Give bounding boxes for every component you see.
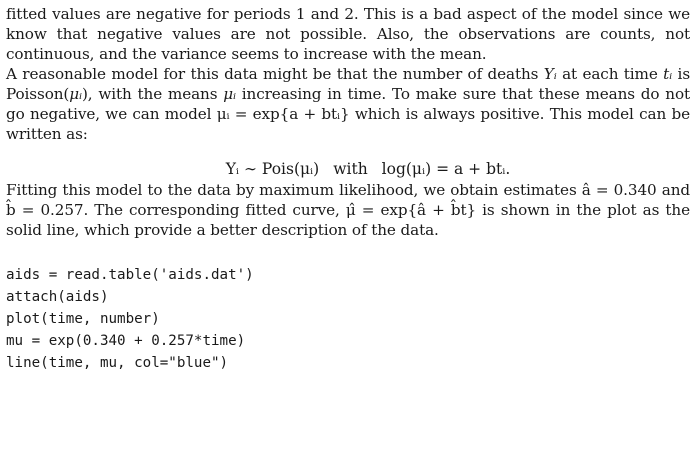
math-mu-model: μᵢ = exp{a + btᵢ}	[216, 105, 350, 123]
paragraph-fitting	[6, 180, 690, 240]
text-run: at each time	[556, 65, 664, 83]
math-Yi: Yᵢ	[543, 65, 557, 83]
equation-with: with	[333, 160, 368, 178]
text-run: Fitting this model to the data by maximum likelihood, we obtain estimates	[6, 181, 582, 199]
text-run: . The corresponding fitted curve,	[83, 201, 346, 219]
equation-left: Yᵢ ∼ Pois(μᵢ)	[225, 160, 320, 178]
text-run: is Poisson(	[6, 65, 691, 103]
text-run: ), with the means	[81, 85, 224, 103]
display-equation	[6, 158, 690, 180]
paragraph-fitted-values: fitted values are negative for periods 1 and 2. This is a bad aspect of the model since we know that negative values are not possible. Also, the observations are counts, not continuous, and the variance seems to increase with the mean.	[6, 5, 690, 63]
code-line: mu = exp(0.340 + 0.257*time)	[6, 333, 246, 349]
math-ti: tᵢ	[663, 65, 673, 83]
equation-right: log(μᵢ) = a + btᵢ.	[381, 160, 511, 178]
document-page	[6, 4, 690, 374]
code-line: attach(aids)	[6, 289, 109, 305]
paragraph-poisson-model	[6, 64, 690, 144]
text-run: increasing in time. To make sure that these means do not go negative, we can model	[6, 85, 690, 123]
math-fitted-curve: μ̂ = exp{â + b̂t}	[345, 201, 477, 219]
code-line: line(time, mu, col="blue")	[6, 355, 229, 371]
code-line: aids = read.table('aids.dat')	[6, 267, 254, 283]
text-run: which is always positive. This model can be written as:	[6, 105, 690, 143]
code-line: plot(time, number)	[6, 311, 160, 327]
math-mui: μᵢ	[223, 85, 236, 103]
math-b-hat: b̂ = 0.257	[6, 201, 84, 219]
text-run: and	[656, 181, 690, 199]
code-block	[6, 264, 690, 374]
text-run: A reasonable model for this data might be that the number of deaths	[6, 65, 544, 83]
text-run: is shown in the plot as the solid line, which provide a better description of the data.	[6, 201, 690, 239]
math-mui: μᵢ	[69, 85, 82, 103]
math-a-hat: â = 0.340	[581, 181, 657, 199]
